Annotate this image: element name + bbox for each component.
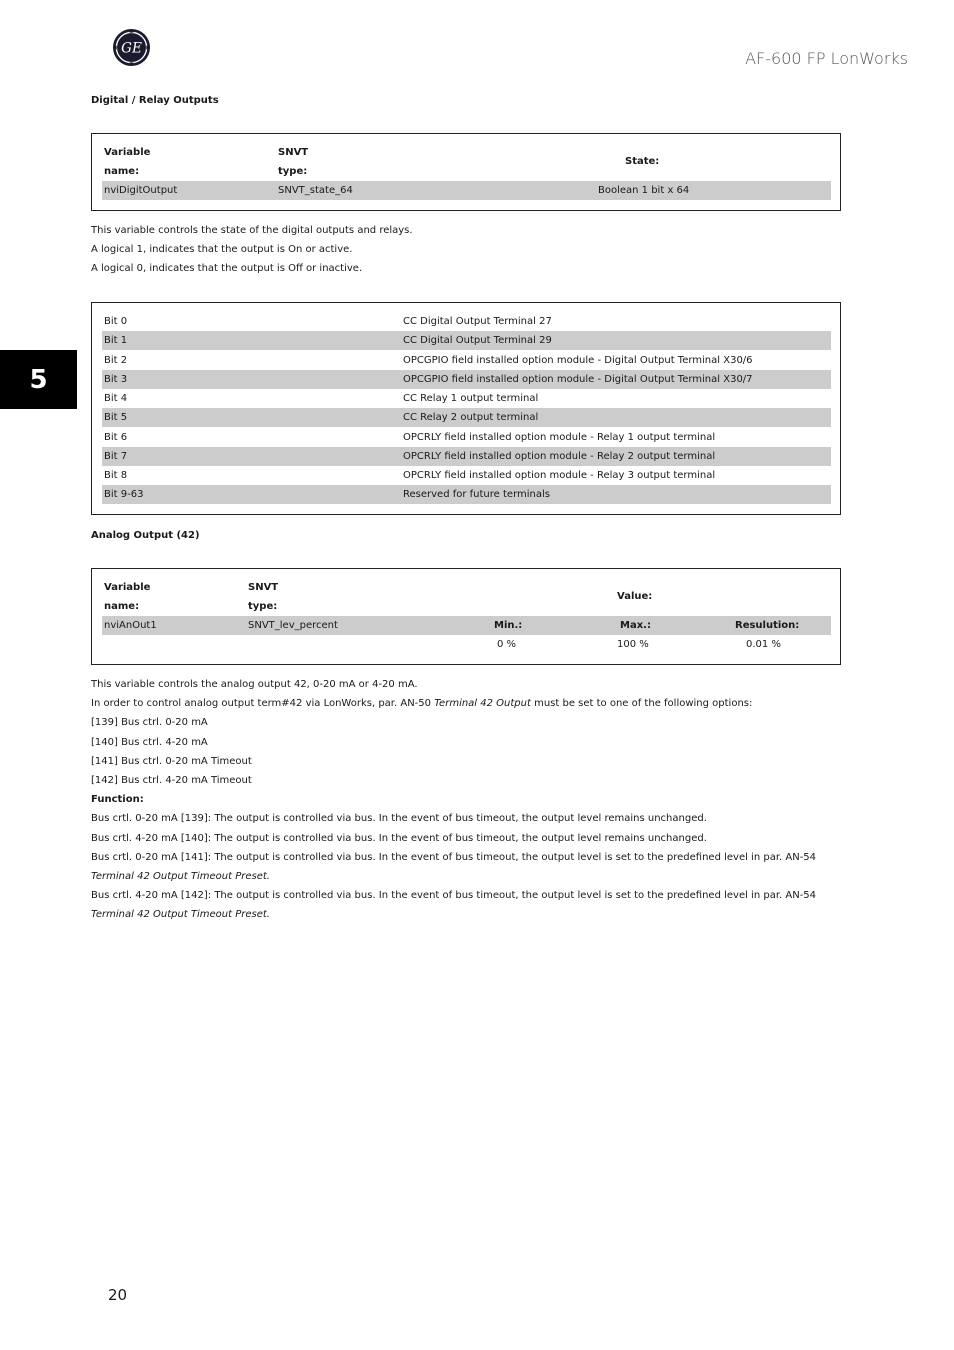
header-variable: Variable (104, 582, 151, 593)
analog-description (91, 675, 843, 925)
bit-description: OPCRLY field installed option module - Relay 3 output terminal (403, 470, 716, 481)
table-row (102, 181, 831, 200)
header-value: Value: (617, 591, 653, 602)
bit-label: Bit 6 (104, 432, 128, 443)
bit-label: Bit 8 (104, 470, 128, 481)
table-header-row-1 (102, 143, 831, 167)
table-row (102, 331, 831, 350)
option-item: [142] Bus ctrl. 4-20 mA Timeout (91, 775, 252, 787)
table-row (102, 635, 831, 654)
table-row (102, 428, 831, 447)
par-line-text: must be set to one of the following options: (530, 698, 753, 710)
bit-description: CC Relay 1 output terminal (403, 393, 539, 404)
resolution-value: 0.01 % (746, 639, 781, 650)
snvt-type: SNVT_state_64 (278, 185, 353, 196)
par-line (91, 694, 843, 713)
digital-variable-table (91, 133, 841, 211)
section-title-digital: Digital / Relay Outputs (91, 95, 219, 106)
page-number: 20 (108, 1286, 128, 1304)
max-value: 100 % (617, 639, 649, 650)
digital-description (91, 221, 843, 279)
analog-variable-table (91, 568, 841, 665)
bit-description: OPCRLY field installed option module - Relay 1 output terminal (403, 432, 716, 443)
product-title: AF-600 FP LonWorks (745, 49, 908, 68)
bit-description: CC Relay 2 output terminal (403, 412, 539, 423)
logo-text: GE (121, 40, 142, 57)
table-row (102, 616, 831, 635)
resolution-label: Resulution: (735, 620, 800, 631)
table-header-row-2 (102, 162, 831, 181)
function-line: Bus crtl. 0-20 mA [139]: The output is controlled via bus. In the event of bus timeout, the output level remains unchanged. (91, 813, 707, 825)
snvt-type: SNVT_lev_percent (248, 620, 338, 631)
option-item: [141] Bus ctrl. 0-20 mA Timeout (91, 755, 252, 767)
table-row (102, 466, 831, 485)
par-line-text: In order to control analog output term#42 via LonWorks, par. AN-50 (91, 698, 435, 710)
bit-description: Reserved for future terminals (403, 489, 550, 500)
table-header-row-1 (102, 578, 831, 602)
header-name: name: (104, 601, 140, 612)
function-line-italic: Terminal 42 Output Timeout Preset. (91, 909, 270, 921)
bit-label: Bit 2 (104, 355, 128, 366)
header-snvt: SNVT (248, 582, 279, 593)
variable-name: nviDigitOutput (104, 185, 178, 196)
bit-table (91, 302, 841, 515)
bit-label: Bit 5 (104, 412, 128, 423)
bit-label: Bit 0 (104, 316, 128, 327)
header-type: type: (248, 601, 278, 612)
state-value: Boolean 1 bit x 64 (598, 185, 690, 196)
table-row (102, 370, 831, 389)
description-line: This variable controls the state of the digital outputs and relays. (91, 225, 413, 236)
table-row (102, 351, 831, 370)
bit-label: Bit 7 (104, 451, 128, 462)
variable-name: nviAnOut1 (104, 620, 157, 631)
header-name: name: (104, 166, 140, 177)
function-line (91, 848, 843, 886)
function-line-italic: Terminal 42 Output Timeout Preset. (91, 871, 270, 883)
ge-logo (112, 28, 151, 67)
function-line: Bus crtl. 4-20 mA [140]: The output is controlled via bus. In the event of bus timeout, the output level remains unchanged. (91, 832, 707, 844)
function-label: Function: (91, 794, 144, 806)
bit-label: Bit 3 (104, 374, 128, 385)
bit-description: OPCGPIO field installed option module - Digital Output Terminal X30/7 (403, 374, 753, 385)
table-header-row-2 (102, 597, 831, 616)
bit-description: CC Digital Output Terminal 29 (403, 335, 552, 346)
table-row (102, 447, 831, 466)
header-snvt: SNVT (278, 147, 309, 158)
description-line: A logical 0, indicates that the output is Off or inactive. (91, 263, 363, 275)
chapter-tab: 5 (0, 350, 77, 409)
bit-description: OPCGPIO field installed option module - Digital Output Terminal X30/6 (403, 355, 753, 366)
header-type: type: (278, 166, 308, 177)
function-line-text: Bus crtl. 0-20 mA [141]: The output is controlled via bus. In the event of bus timeout, the output level is set to the predefined level in par. AN-54 (91, 851, 817, 863)
bit-label: Bit 1 (104, 335, 128, 346)
function-line (91, 886, 843, 924)
header-state: State: (625, 156, 660, 167)
bit-description: OPCRLY field installed option module - Relay 2 output terminal (403, 451, 716, 462)
header-variable: Variable (104, 147, 151, 158)
option-item: [139] Bus ctrl. 0-20 mA (91, 717, 208, 729)
table-row (102, 485, 831, 504)
function-line-text: Bus crtl. 4-20 mA [142]: The output is controlled via bus. In the event of bus timeout, the output level is set to the predefined level in par. AN-54 (91, 890, 817, 902)
description-line: A logical 1, indicates that the output is On or active. (91, 244, 353, 256)
section-title-analog: Analog Output (42) (91, 530, 200, 541)
table-row (102, 408, 831, 427)
bit-description: CC Digital Output Terminal 27 (403, 316, 552, 327)
bit-label: Bit 4 (104, 393, 128, 404)
min-label: Min.: (494, 620, 523, 631)
max-label: Max.: (620, 620, 651, 631)
analog-intro: This variable controls the analog output 42, 0-20 mA or 4-20 mA. (91, 679, 418, 690)
table-row (102, 389, 831, 408)
par-line-italic: Terminal 42 Output (434, 698, 531, 710)
min-value: 0 % (497, 639, 517, 650)
option-item: [140] Bus ctrl. 4-20 mA (91, 736, 208, 748)
bit-label: Bit 9-63 (104, 489, 144, 500)
table-row (102, 312, 831, 331)
